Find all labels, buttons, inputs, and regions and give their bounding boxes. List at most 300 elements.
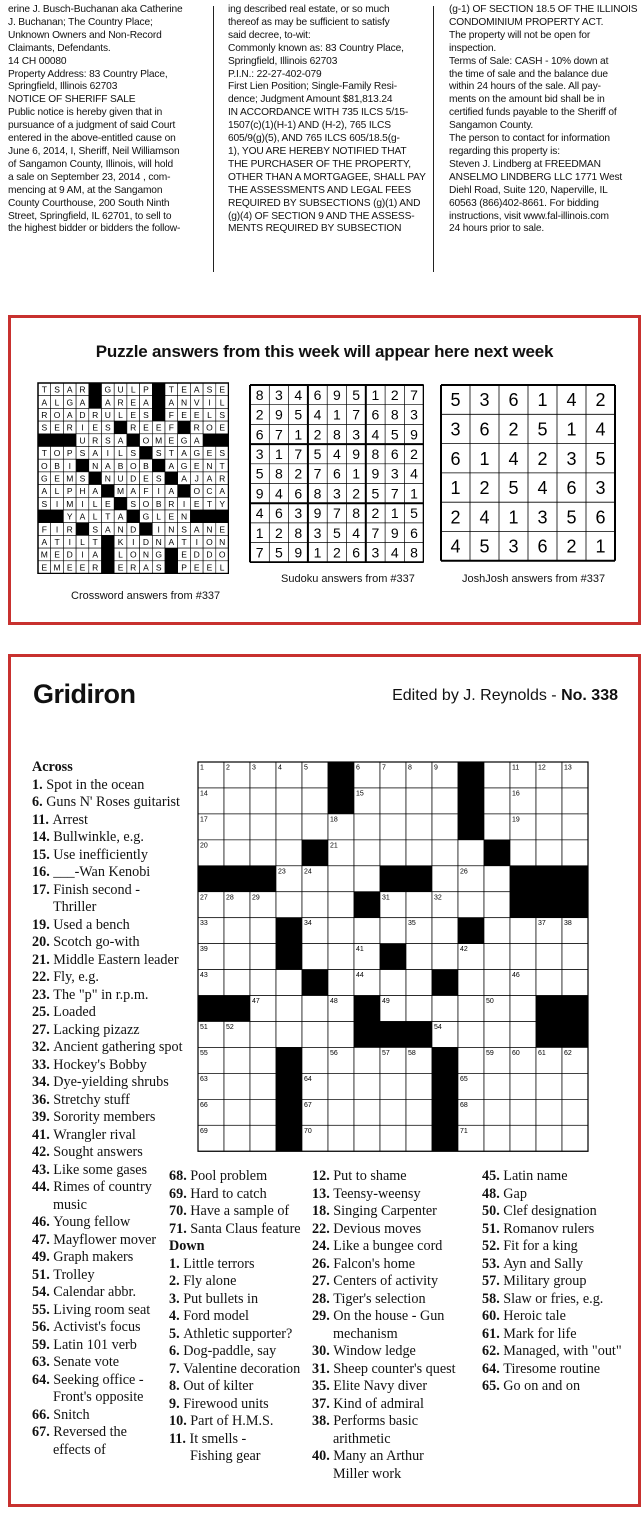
clue-text: Santa Claus feature [190,1220,301,1237]
puzzle-square[interactable] [406,814,432,840]
clue [32,1127,202,1145]
clue-text: Military group [503,1273,587,1289]
puzzle-square[interactable] [510,918,536,944]
clue [169,1256,319,1274]
clue-number: 8. [169,1378,184,1394]
clue-number: 69. [169,1185,191,1202]
sudoku-digit: 8 [410,544,418,561]
puzzle-square[interactable] [276,814,302,840]
answer-letter: G [180,460,188,471]
sudoku-digit: 2 [371,505,380,522]
answer-letter: T [219,460,225,471]
clue [482,1256,642,1274]
square-number: 64 [304,1075,312,1083]
clue-text: Stretchy stuff [53,1091,130,1108]
answer-letter: P [66,448,73,459]
puzzle-square[interactable] [432,788,458,814]
puzzle-square[interactable] [354,1099,380,1125]
puzzle-square[interactable] [380,918,406,944]
clue [312,1448,482,1466]
puzzle-square[interactable] [510,840,536,866]
answer-letter: A [117,435,124,446]
square-number: 58 [408,1049,416,1057]
puzzle-square[interactable] [484,944,510,970]
puzzle-square[interactable] [302,814,328,840]
puzzle-square[interactable] [250,944,276,970]
black-cell [178,485,191,498]
puzzle-square[interactable] [536,814,562,840]
answer-letter: A [66,384,73,395]
puzzle-square[interactable] [562,970,588,996]
answer-letter: M [53,562,61,573]
square-number: 70 [304,1127,312,1135]
puzzle-square[interactable] [250,1125,276,1151]
puzzle-square[interactable] [432,866,458,892]
clue-continuation: mechanism [333,1325,398,1342]
puzzle-square[interactable] [276,996,302,1022]
square-number: 42 [460,946,468,954]
answer-letter: I [81,422,84,433]
puzzle-square[interactable] [276,1022,302,1048]
joshjosh-digit: 5 [508,478,519,499]
puzzle-square[interactable] [484,1125,510,1151]
puzzle-square[interactable] [380,814,406,840]
puzzle-square[interactable] [458,840,484,866]
puzzle-square[interactable] [224,788,250,814]
puzzle-square[interactable] [276,892,302,918]
joshjosh-digit: 2 [479,478,490,499]
puzzle-square[interactable] [562,1073,588,1099]
clue-text: Firewood units [183,1395,269,1412]
legal-line: instructions, visit www.fal-illinois.com [449,210,609,222]
answer-letter: E [54,422,60,433]
puzzle-square[interactable] [562,788,588,814]
clue-number: 38. [312,1413,334,1429]
puzzle-square[interactable] [302,944,328,970]
puzzle-square[interactable] [536,944,562,970]
legal-line: Commonly known as: 83 Country Place, [228,42,404,54]
puzzle-square[interactable] [250,1047,276,1073]
square-number: 62 [564,1049,572,1057]
column-divider [213,6,214,272]
puzzle-square[interactable] [536,970,562,996]
puzzle-square[interactable] [562,1099,588,1125]
sudoku-digit: 5 [352,386,361,403]
puzzle-square[interactable] [224,918,250,944]
clue [169,1378,319,1396]
black-cell [165,472,178,485]
sudoku-digit: 5 [294,406,303,423]
answer-letter: E [130,397,137,408]
puzzle-number: No. 338 [561,687,618,704]
legal-line: Street, Springfield, IL 62701, to sell to [8,210,172,222]
answer-letter: S [181,524,187,535]
clue-number: 45. [482,1168,504,1184]
legal-line: dence; Judgment Amount $81,813.24 [228,94,393,106]
clue-number: 50. [482,1203,504,1219]
black-square [562,866,588,892]
puzzle-square[interactable] [484,788,510,814]
puzzle-square[interactable] [458,970,484,996]
answer-letter: L [118,448,123,459]
black-square [354,996,380,1022]
puzzle-title: Gridiron [33,679,136,709]
puzzle-square[interactable] [302,788,328,814]
puzzle-square[interactable] [406,944,432,970]
answer-letter: E [219,384,225,395]
clue-text: Athletic supporter? [183,1325,293,1342]
puzzle-square[interactable] [224,970,250,996]
puzzle-square[interactable] [484,970,510,996]
answer-letter: M [155,435,163,446]
puzzle-square[interactable] [458,1022,484,1048]
clue [482,1168,642,1186]
black-square [510,892,536,918]
answer-letter: A [105,397,111,408]
puzzle-square[interactable] [354,1125,380,1151]
legal-line: Claimants, Defendants. [8,42,111,54]
puzzle-square[interactable] [276,788,302,814]
clue-text: Ayn and Sally [503,1255,584,1272]
joshjosh-digit: 4 [595,419,606,440]
sudoku-digit: 8 [352,505,361,522]
square-number: 21 [330,842,338,850]
puzzle-square[interactable] [328,970,354,996]
clue [32,777,202,795]
puzzle-square[interactable] [354,1073,380,1099]
clue-number: 11. [169,1430,190,1447]
puzzle-square[interactable] [406,1099,432,1125]
clue-text: Dog-paddle, say [183,1343,277,1359]
legal-line: Unknown Owners and Non-Record [8,29,162,41]
clue [312,1203,482,1221]
answer-letter: I [68,536,71,547]
black-square [380,1022,406,1048]
puzzle-square[interactable] [380,970,406,996]
puzzle-square[interactable] [484,1022,510,1048]
black-square [562,892,588,918]
clue-text: Hard to catch [190,1185,267,1202]
puzzle-square[interactable] [224,1125,250,1151]
puzzle-square[interactable] [406,788,432,814]
black-cell [152,396,165,409]
legal-line: The person to contact for information [449,133,610,145]
puzzle-square[interactable] [406,892,432,918]
puzzle-square[interactable] [328,944,354,970]
sudoku-digit: 9 [352,445,361,462]
puzzle-square[interactable] [328,1125,354,1151]
puzzle-square[interactable] [406,970,432,996]
sudoku-digit: 6 [313,386,322,403]
puzzle-square[interactable] [302,1022,328,1048]
answer-letter: O [129,549,137,560]
answer-letter: D [206,549,213,560]
clue-number: 33. [32,1056,54,1073]
puzzle-square[interactable] [354,840,380,866]
answer-letter: R [130,562,137,573]
puzzle-square[interactable] [484,866,510,892]
puzzle-square[interactable] [380,840,406,866]
answer-letter: E [168,511,175,522]
clue-number: 28. [312,1290,334,1307]
black-square [536,866,562,892]
clue-number: 21. [32,951,54,968]
puzzle-square[interactable] [276,970,302,996]
puzzle-square[interactable] [224,1047,250,1073]
puzzle-square[interactable] [250,918,276,944]
answer-letter: R [117,397,124,408]
puzzle-square[interactable] [224,814,250,840]
puzzle-square[interactable] [354,1047,380,1073]
puzzle-square[interactable] [250,814,276,840]
puzzle-square[interactable] [562,814,588,840]
puzzle-square[interactable] [458,892,484,918]
puzzle-square[interactable] [510,1022,536,1048]
puzzle-square[interactable] [224,944,250,970]
answer-letter: E [105,498,111,509]
black-cell [152,408,165,421]
square-number: 50 [486,998,494,1006]
square-number: 4 [278,764,282,772]
puzzle-square[interactable] [354,814,380,840]
sudoku-digit: 8 [275,465,283,482]
clue-text: Sorority members [53,1109,156,1125]
answer-letter: S [219,409,225,420]
puzzle-square[interactable] [302,1047,328,1073]
legal-line: entered in the above-entitled cause on [8,133,176,145]
clue-text: Loaded [53,1004,96,1020]
answer-letter: R [92,409,99,420]
clue-number: 35. [312,1378,334,1394]
answers-title: Puzzle answers from this week will appear here next week [95,342,554,361]
legal-line: Springfield, Illinois 62703 [228,55,338,67]
sudoku-digit: 5 [275,544,283,561]
puzzle-square[interactable] [432,996,458,1022]
sudoku-digit: 5 [255,465,264,482]
puzzle-square[interactable] [354,866,380,892]
black-cell [102,485,115,498]
puzzle-square[interactable] [536,1073,562,1099]
clue-number: 6. [32,794,47,810]
puzzle-square[interactable] [484,762,510,788]
answer-letter: O [206,422,213,433]
clue-number: 56. [32,1319,54,1335]
answer-letter: D [142,536,150,547]
answer-letter: R [92,562,99,573]
answer-letter: T [41,384,47,395]
puzzle-square[interactable] [224,840,250,866]
answer-letter: I [182,498,186,509]
puzzle-square[interactable] [536,1125,562,1151]
puzzle-square[interactable] [510,1125,536,1151]
puzzle-square[interactable] [328,918,354,944]
sudoku-digit: 1 [352,465,361,482]
clue-text: Little terrors [183,1255,255,1272]
puzzle-square[interactable] [432,814,458,840]
answer-letter: T [54,536,60,547]
legal-line: mencing at 9 AM, at the Sangamon [8,184,163,196]
legal-line: The property will not be open for [449,29,591,41]
puzzle-square[interactable] [276,840,302,866]
black-cell [152,383,165,396]
square-number: 31 [382,894,390,902]
puzzle-square[interactable] [250,1073,276,1099]
answer-letter: Y [66,511,73,522]
square-number: 19 [512,816,520,824]
legal-line: the highest bidder or bidders the follow- [8,223,181,235]
puzzle-square[interactable] [302,892,328,918]
puzzle-square[interactable] [432,840,458,866]
answer-letter: L [54,486,60,497]
puzzle-square[interactable] [380,1073,406,1099]
clue-number: 37. [312,1395,334,1412]
puzzle-square[interactable] [562,1125,588,1151]
puzzle-square[interactable] [562,840,588,866]
clue [482,1343,642,1361]
clue-text: Ancient gathering spot [53,1039,183,1055]
legal-line: inspection. [449,42,497,54]
clue-text: Like a bungee cord [333,1238,443,1254]
answer-letter: A [79,511,86,522]
puzzle-square[interactable] [328,1099,354,1125]
answer-letter: F [168,409,174,420]
answer-letter: I [208,397,211,408]
legal-line: Property Address: 83 Country Place, [8,68,168,80]
clue-number: 19. [32,916,54,933]
clue [32,952,202,970]
legal-line: said decree, to-wit: [228,29,311,41]
puzzle-square[interactable] [484,814,510,840]
puzzle-square[interactable] [406,1125,432,1151]
sudoku-digit: 8 [371,445,380,462]
answer-letter: E [219,422,225,433]
puzzle-square[interactable] [328,1022,354,1048]
clue-text: Valentine decoration [183,1360,301,1377]
clue-text: Trolley [53,1266,95,1283]
puzzle-square[interactable] [484,1099,510,1125]
legal-line: erine J. Busch-Buchanan aka Catherine [8,4,183,15]
clue [169,1291,319,1309]
answer-letter: O [142,498,150,509]
puzzle-square[interactable] [536,1099,562,1125]
puzzle-square[interactable] [250,788,276,814]
puzzle-square[interactable] [380,1099,406,1125]
puzzle-square[interactable] [536,840,562,866]
puzzle-square[interactable] [484,892,510,918]
clue [32,829,202,847]
puzzle-square[interactable] [458,996,484,1022]
sudoku-digit: 8 [255,386,264,403]
clue [169,1361,319,1379]
answer-letter: C [206,486,213,497]
square-number: 34 [304,920,312,928]
clue-number: 60. [482,1308,504,1324]
black-square [224,866,250,892]
puzzle-square[interactable] [328,866,354,892]
sudoku-digit: 6 [332,465,341,482]
puzzle-square[interactable] [510,1099,536,1125]
square-number: 51 [200,1024,208,1031]
joshjosh-digit: 4 [566,390,577,411]
square-number: 32 [434,894,442,902]
square-number: 69 [200,1127,208,1135]
answer-letter: E [54,549,60,560]
puzzle-square[interactable] [302,996,328,1022]
legal-line: MENTS REQUIRED BY SUBSECTION [228,223,402,235]
clue-text: Guns N' Roses guitarist [46,794,180,810]
clue-number: 18. [312,1203,334,1219]
legal-line: (g-1) OF SECTION 18.5 OF THE ILLINOIS [449,4,638,15]
puzzle-square[interactable] [406,996,432,1022]
sudoku-digit: 3 [390,465,399,482]
answer-letter: D [66,549,73,560]
puzzle-square[interactable] [510,944,536,970]
puzzle-square[interactable] [250,840,276,866]
crossword-grid[interactable] [197,761,591,1153]
puzzle-square[interactable] [250,1022,276,1048]
puzzle-square[interactable] [406,1073,432,1099]
sudoku-digit: 9 [332,386,341,403]
answer-letter: D [130,473,137,484]
puzzle-square[interactable] [510,1073,536,1099]
answer-letter: E [206,562,213,573]
clue-number: 62. [482,1343,504,1359]
clue-text: Clef designation [503,1203,597,1219]
clue-text: Sheep counter's quest [333,1360,456,1377]
puzzle-square[interactable] [224,1073,250,1099]
puzzle-square[interactable] [250,1099,276,1125]
black-cell [190,510,203,523]
legal-line: within 24 hours of the sale. All pay- [449,81,601,93]
black-cell [140,447,153,460]
legal-line: J. Buchanan; The Country Place; [8,16,153,28]
puzzle-square[interactable] [458,1047,484,1073]
puzzle-square[interactable] [484,918,510,944]
puzzle-square[interactable] [380,788,406,814]
puzzle-square[interactable] [536,788,562,814]
puzzle-square[interactable] [224,1099,250,1125]
clue [312,1396,482,1414]
puzzle-square[interactable] [510,996,536,1022]
joshjosh-digit: 6 [566,478,577,499]
puzzle-square[interactable] [432,944,458,970]
clue-text: Fit for a king [503,1238,578,1254]
puzzle-square[interactable] [380,1125,406,1151]
puzzle-square[interactable] [328,1073,354,1099]
answer-letter: M [66,473,74,484]
clue-heading: Across [32,759,73,775]
puzzle-square[interactable] [562,944,588,970]
answer-letter: R [66,524,73,535]
answer-letter: S [105,422,111,433]
puzzle-square[interactable] [406,840,432,866]
black-cell [178,421,191,434]
answer-letter: S [41,498,48,509]
puzzle-square[interactable] [250,970,276,996]
clue-text: Fly, e.g. [53,969,99,985]
clue-number: 1. [32,776,47,793]
puzzle-square[interactable] [328,892,354,918]
answer-letter: B [54,460,60,471]
puzzle-square[interactable] [484,1073,510,1099]
puzzle-square[interactable] [432,918,458,944]
clue-text: Rimes of country [53,1179,152,1195]
puzzle-square[interactable] [354,918,380,944]
sudoku-digit: 4 [352,524,361,541]
clue-continuation: Fishing gear [190,1448,261,1464]
square-number: 56 [330,1049,338,1057]
legal-line: CONDOMINIUM PROPERTY ACT. [449,16,604,28]
